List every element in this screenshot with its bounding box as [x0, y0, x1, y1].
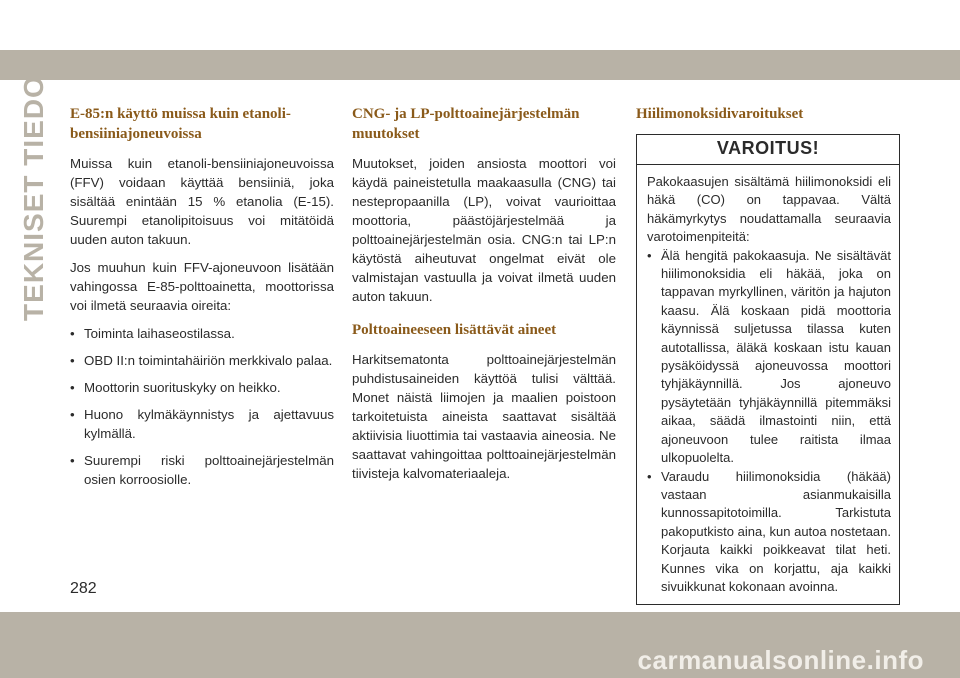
warning-list: [647, 247, 891, 597]
e85-paragraph-1: Muissa kuin etanoli-bensiiniajoneuvoissa (FFV) voidaan käyttää bensiiniä, joka sisältää enintään 15 % etanolia (E-15). Suurempi etanolipitoisuus voi mitätöidä uuden auton takuun.: [70, 156, 334, 247]
section-side-label: [12, 57, 56, 321]
list-item: • Toiminta laihaseostilassa.: [70, 324, 334, 343]
column-cng-lp: [352, 104, 616, 492]
e85-heading: E-85:n käyttö muissa kuin etanoli-bensiiniajoneuvoissa: [70, 106, 291, 142]
column-e85: [70, 104, 334, 497]
additives-heading: Polttoaineeseen lisättävät aineet: [352, 322, 557, 338]
page-number: 282: [70, 580, 97, 597]
side-label-text: TEKNISET TIEDOT: [18, 57, 49, 321]
list-item: • Suurempi riski polttoainejärjestelmän osien korroosiolle.: [70, 451, 334, 489]
list-item: • Huono kylmäkäynnistys ja ajettavuus kylmällä.: [70, 405, 334, 443]
watermark-text: carmanualsonline.info: [637, 645, 924, 675]
list-item: • OBD II:n toimintahäiriön merkkivalo palaa.: [70, 351, 334, 370]
co-heading: Hiilimonoksidivaroitukset: [636, 106, 804, 122]
cng-lp-paragraph: Muutokset, joiden ansiosta moottori voi käydä paineistetulla maakaasulla (CNG) tai nestepropaanilla (LP), voivat vaurioittaa moottoria, päästöjärjestelmää ja polttoainejärjestelmän osia. CNG:n tai LP:n käytöstä aiheutuvat ongelmat eivät ole valmistajan vastuulla ja voivat ilmetä uuden auton takuun.: [352, 156, 616, 304]
list-item: • Moottorin suorituskyky on heikko.: [70, 378, 334, 397]
top-band: [0, 0, 960, 80]
column-co-warnings: [636, 104, 900, 605]
list-item: • Älä hengitä pakokaasuja. Ne sisältävät hiilimonoksidia eli häkää, joka on tappavan myrkyllinen, väritön ja hajuton kaasu. Älä koskaan pidä moottoria käynnissä suljetussa tilassa kuten autotallissa, äläkä koskaan istu kauan pysäköidyssä ajoneuvossa moottori tyhjäkäynnillä. Jos ajoneuvo pysäytetään tyhjäkäynnillä pitemmäksi aikaa, säädä ilmastointi niin, että ajoneuvoon tulee raitista ilmaa ulkopuolelta.: [647, 247, 891, 468]
cng-lp-heading: CNG- ja LP-polttoainejärjestelmän muutokset: [352, 106, 580, 142]
list-item: • Varaudu hiilimonoksidia (häkää) vastaan asianmukaisilla kunnossapitotoimilla. Tarkistuta pakoputkisto aina, kun autoa nostetaan. Korjauta kaikki poikkeavat tilat heti. Kunnes vika on korjattu, aja kaikki sivuikkunat kokonaan avoinna.: [647, 468, 891, 597]
e85-paragraph-2: Jos muuhun kuin FFV-ajoneuvoon lisätään vahingossa E-85-polttoainetta, moottorissa voi ilmetä seuraavia oireita:: [70, 260, 334, 313]
warning-body: [637, 165, 899, 604]
e85-symptom-list: [70, 324, 334, 489]
top-bar: [0, 50, 960, 80]
additives-paragraph: Harkitsematonta polttoainejärjestelmän puhdistusaineiden käyttöä tulisi välttää. Monet näistä liimojen ja maalien poistoon tarkoitetuista aineista saattavat sisältää aktiivisia liuottimia tai vastaavia aineosia. Ne saattavat vahingoittaa polttoainejärjestelmän tiivisteja kalvomateriaaleja.: [352, 352, 616, 481]
warning-intro: Pakokaasujen sisältämä hiilimonoksidi eli häkä (CO) on tappavaa. Vältä häkämyrkytys noudattamalla seuraavia varotoimenpiteitä:: [647, 174, 891, 245]
warning-box: [636, 134, 900, 605]
warning-title: VAROITUS!: [637, 135, 899, 165]
